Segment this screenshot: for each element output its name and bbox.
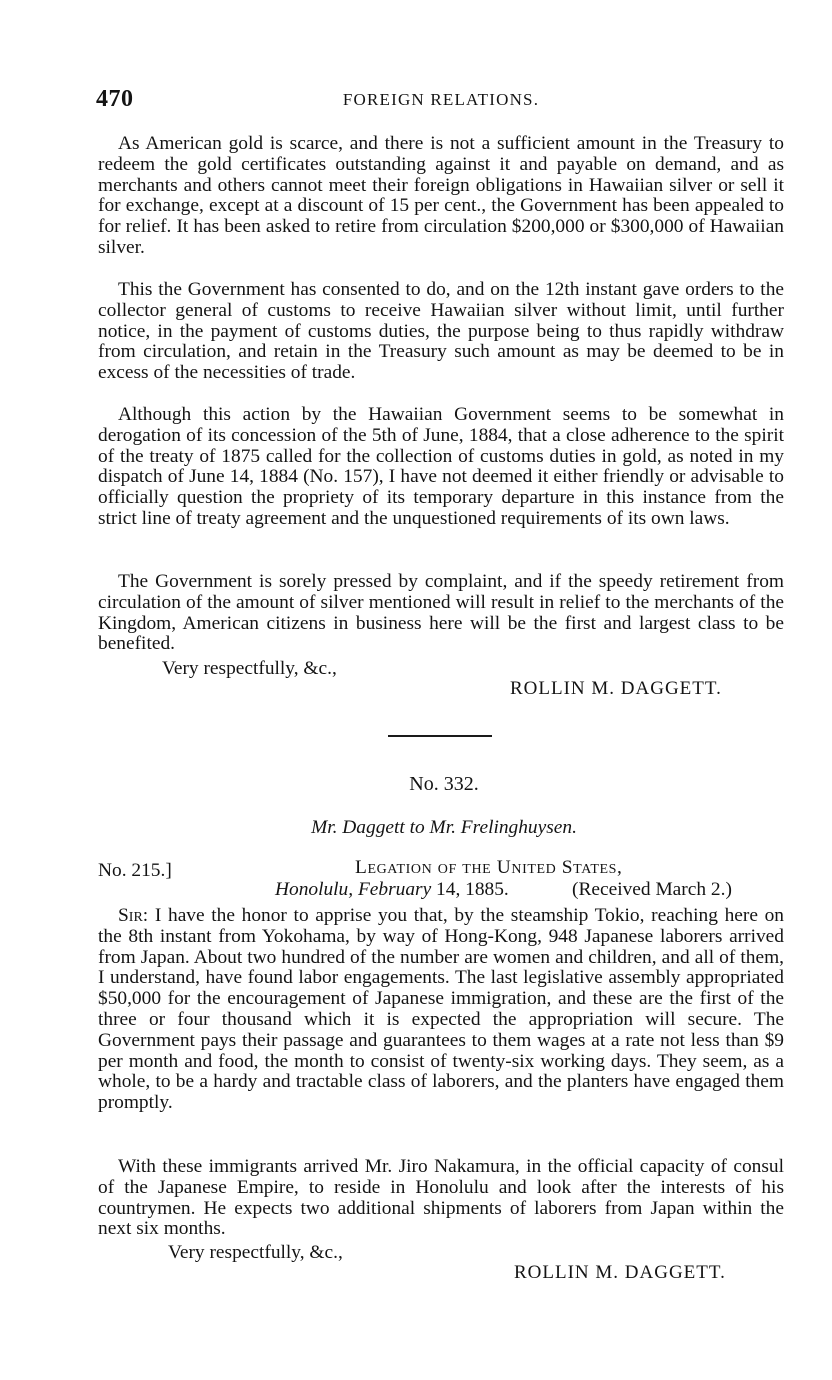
dispatch-number: No. 215.] (98, 860, 172, 881)
paragraph (98, 906, 784, 1114)
received-note: (Received March 2.) (572, 879, 732, 900)
paragraph: As American gold is scarce, and there is not a sufficient amount in the Treasury to redeem the gold certificates outstanding against it and payable on demand, and as merchants and others cannot meet their foreign obligations in Hawaiian silver or sell it for exchange, except at a discount of 15 per cent., the Government has been appealed to for relief. It has been asked to retire from circulation $200,000 or $300,000 of Hawaiian silver. (98, 133, 784, 258)
dateline-place: Honolulu, February (275, 879, 432, 900)
paragraph: The Government is sorely pressed by complaint, and if the speedy retirement from circulation of the amount of silver mentioned will result in relief to the merchants of the Kingdom, American citizens in business here will be the first and largest class to be benefited. (98, 571, 784, 655)
paragraph-body: : I have the honor to apprise you that, by the steamship Tokio, reaching here on the 8th instant from Yokohama, by way of Hong-Kong, 948 Japanese laborers arrived from Japan. About two hundred of the number are women and children, and all of them, I understand, have found labor engagements. The last legislative assembly appropriated $50,000 for the encouragement of Japanese immigration, and these are the first of the three or four thousand which it is expected the appropriation will secure. The Government pays their passage and guarantees to them wages at a rate not less than $9 per month and food, the month to consist of twenty-six working days. They seem, as a whole, to be a hardy and tractable class of laborers, and the planters have engaged them promptly. (98, 905, 784, 1114)
legation-line: Legation of the United States, (355, 857, 623, 878)
dateline-date: 14, 1885. (436, 879, 509, 900)
page-header (96, 86, 786, 116)
paragraph: With these immigrants arrived Mr. Jiro Nakamura, in the official capacity of consul of the Japanese Empire, to reside in Honolulu and look after the interests of his countrymen. He expects two additional shipments of laborers from Japan within the next six months. (98, 1156, 784, 1240)
closing: Very respectfully, &c., (168, 1242, 343, 1263)
signature: ROLLIN M. DAGGETT. (510, 678, 722, 699)
paragraph: This the Government has consented to do, and on the 12th instant gave orders to the collector general of customs to receive Hawaiian silver without limit, until further notice, in the payment of customs duties, the purpose being to thus rapidly withdraw from circulation, and retain in the Treasury such amount as may be deemed to be in excess of the necessities of trade. (98, 279, 784, 384)
closing: Very respectfully, &c., (162, 658, 337, 679)
paragraph: Although this action by the Hawaiian Government seems to be somewhat in derogation of its concession of the 5th of June, 1884, that a close adherence to the spirit of the treaty of 1875 called for the collection of customs duties in gold, as noted in my dispatch of June 14, 1884 (No. 157), I have not deemed it either friendly or advisable to officially question the propriety of its temporary departure in this instance from the strict line of treaty agreement and the unquestioned requirements of its own laws. (98, 404, 784, 529)
section-divider (388, 735, 492, 737)
page-number: 470 (96, 86, 134, 112)
signature: ROLLIN M. DAGGETT. (514, 1262, 726, 1283)
salutation: Sir (118, 905, 143, 926)
document-heading: Mr. Daggett to Mr. Frelinghuysen. (311, 817, 577, 838)
running-head: FOREIGN RELATIONS. (342, 90, 540, 109)
document-number: No. 332. (409, 773, 479, 795)
dateline (275, 879, 509, 901)
